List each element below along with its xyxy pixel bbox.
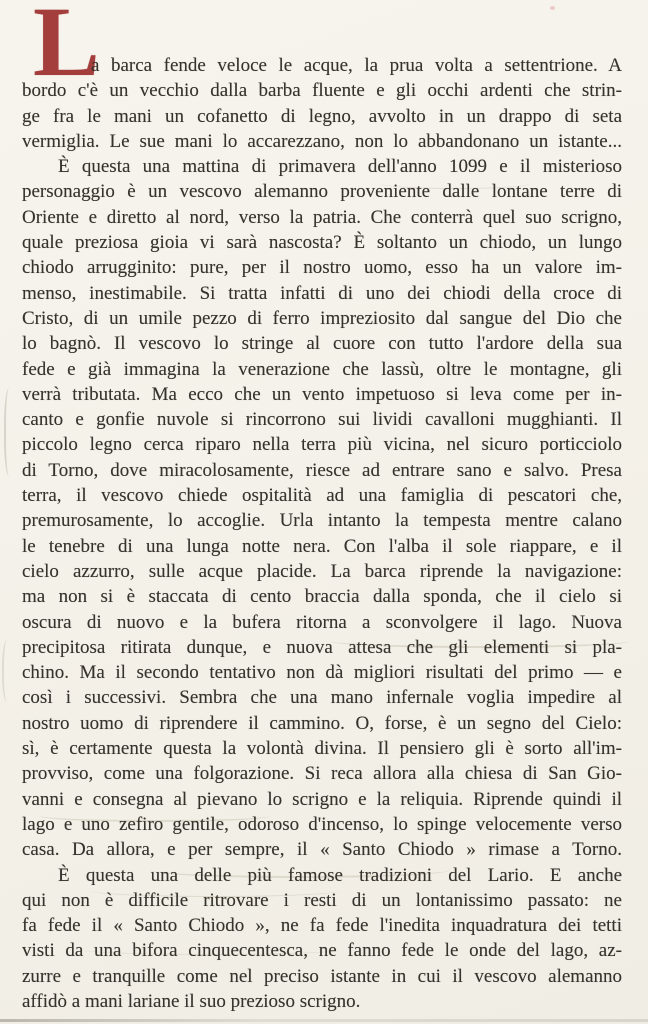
text-line: visti da una bifora cinquecentesca, ne fanno fede le onde del lago, az- <box>22 940 622 962</box>
text-line: così i successivi. Sembra che una mano infernale voglia impedire al <box>22 687 622 709</box>
text-line: affidò a mani lariane il suo prezioso scrigno. <box>22 990 361 1012</box>
text-line: casa. Da allora, e per sempre, il « Santo Chiodo » rimase a Torno. <box>22 839 622 861</box>
text-line: verrà tributata. Ma ecco che un vento impetuoso si leva come per in- <box>22 383 622 405</box>
text-line: a barca fende veloce le acque, la prua volta a settentrione. A <box>91 55 622 76</box>
text-line: lago e uno zefiro gentile, odoroso d'incenso, lo spinge velocemente verso <box>22 813 622 835</box>
text-line: qui non è difficile ritrovare i resti di un lontanissimo passato: ne <box>22 889 622 911</box>
text-line: canto e gonfie nuvole si rincorrono sui lividi cavalloni mugghianti. Il <box>22 409 622 431</box>
text-line: oscura di nuovo e la bufera ritorna a sconvolgere il lago. Nuova <box>22 611 622 633</box>
text-line: vanni e consegna al pievano lo scrigno e la reliquia. Riprende quindi il <box>22 788 622 810</box>
text-line: menso, inestimabile. Si tratta infatti di uno dei chiodi della croce di <box>22 282 622 304</box>
dropcap-initial: L <box>33 0 100 97</box>
text-line: di Torno, dove miracolosamente, riesce ad entrare sano e salvo. Presa <box>22 459 622 481</box>
paragraph-3 <box>22 863 622 1015</box>
text-line: zurre e tranquille come nel preciso istante in cui il vescovo alemanno <box>22 965 622 987</box>
text-line: provviso, come una folgorazione. Si reca allora alla chiesa di San Gio- <box>22 763 622 785</box>
text-line: cielo azzurro, sulle acque placide. La barca riprende la navigazione: <box>22 560 622 582</box>
page-edge-shadow <box>0 1019 648 1022</box>
text-line: precipitosa ritirata dunque, e nuova attesa che gli elementi si pla- <box>22 636 622 658</box>
text-line: piccolo legno cerca riparo nella terra più vicina, nel sicuro porticciolo <box>22 434 622 456</box>
text-line: premurosamente, lo accoglie. Urla intanto la tempesta mentre calano <box>22 510 622 532</box>
text-line: ma non si è staccata di cento braccia dalla sponda, che il cielo si <box>22 586 622 608</box>
text-block <box>22 53 622 1014</box>
paragraph-2 <box>22 154 622 862</box>
text-line: sì, è certamente questa la volontà divina. Il pensiero gli è sorto all'im- <box>22 738 622 760</box>
text-line: le tenebre di una lunga notte nera. Con l'alba il sole riappare, e il <box>22 535 622 557</box>
text-line: vermiglia. Le sue mani lo accarezzano, non lo abbandonano un istante... <box>22 130 622 152</box>
text-line: È questa una mattina di primavera dell'anno 1099 e il misterioso <box>58 156 622 178</box>
text-line: chiodo arrugginito: pure, per il nostro uomo, esso ha un valore im- <box>22 257 622 279</box>
text-line: chino. Ma il secondo tentativo non dà migliori risultati del primo — e <box>22 662 622 684</box>
text-line: nostro uomo di riprendere il cammino. O, forse, è un segno del Cielo: <box>22 712 622 734</box>
text-line: Oriente e diretto al nord, verso la patria. Che conterrà quel suo scrigno, <box>22 206 622 228</box>
text-line: ge fra le mani un cofanetto di legno, avvolto in un drappo di seta <box>22 105 622 127</box>
text-line: Cristo, di un umile pezzo di ferro impreziosito dal sangue del Dio che <box>22 307 622 329</box>
scan-artifact <box>4 388 14 476</box>
text-line: fa fede il « Santo Chiodo », ne fa fede l'inedita inquadratura dei tetti <box>22 915 622 937</box>
scan-artifact <box>2 640 12 702</box>
text-line: quale preziosa gioia vi sarà nascosta? È soltanto un chiodo, un lungo <box>22 232 622 254</box>
text-line: È questa una delle più famose tradizioni del Lario. E anche <box>58 864 622 886</box>
text-line: lo bagnò. Il vescovo lo stringe al cuore con tutto l'ardore della sua <box>22 333 622 355</box>
text-line: terra, il vescovo chiede ospitalità ad una famiglia di pescatori che, <box>22 485 622 507</box>
paragraph-1 <box>22 53 622 154</box>
text-line: bordo c'è un vecchio dalla barba fluente e gli occhi ardenti che strin- <box>22 80 622 102</box>
scan-speck <box>550 6 555 10</box>
text-line: personaggio è un vescovo alemanno proveniente dalle lontane terre di <box>22 181 622 203</box>
text-line: fede e già immagina la venerazione che lassù, oltre le montagne, gli <box>22 358 622 380</box>
